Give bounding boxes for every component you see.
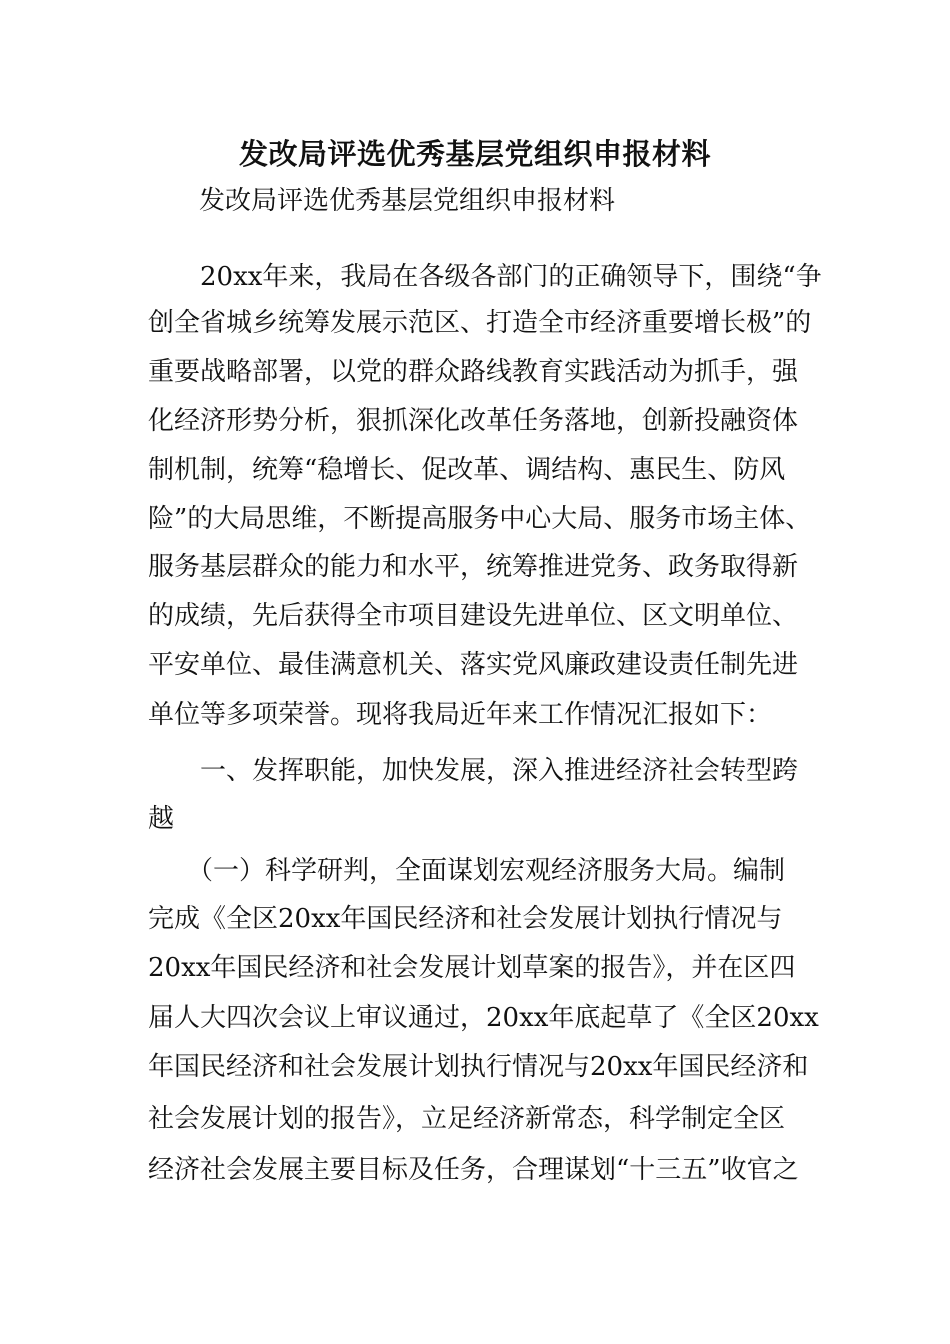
body-line: 重要战略部署，以党的群众路线教育实践活动为抓手，强 <box>148 357 799 387</box>
document-subtitle: 发改局评选优秀基层党组织申报材料 <box>199 186 616 216</box>
body-line: 20xx年来，我局在各级各部门的正确领导下，围绕“争 <box>148 262 822 292</box>
body-line: 化经济形势分析，狠抓深化改革任务落地，创新投融资体 <box>148 406 799 436</box>
body-line: 届人大四次会议上审议通过，20xx年底起草了《全区20xx <box>148 1003 819 1033</box>
body-line: 年国民经济和社会发展计划执行情况与20xx年国民经济和 <box>148 1052 809 1082</box>
body-line: 完成《全区20xx年国民经济和社会发展计划执行情况与 <box>148 904 783 934</box>
body-line: 制机制，统筹“稳增长、促改革、调结构、惠民生、防风 <box>148 455 786 485</box>
body-line: （一）科学研判，全面谋划宏观经济服务大局。编制 <box>148 856 786 886</box>
body-line: 平安单位、最佳满意机关、落实党风廉政建设责任制先进 <box>148 650 799 680</box>
body-line: 20xx年国民经济和社会发展计划草案的报告》，并在区四 <box>148 953 796 983</box>
document-title: 发改局评选优秀基层党组织申报材料 <box>238 137 711 171</box>
body-line: 服务基层群众的能力和水平，统筹推进党务、政务取得新 <box>148 552 799 582</box>
body-line: 的成绩，先后获得全市项目建设先进单位、区文明单位、 <box>148 601 799 631</box>
body-line: 经济社会发展主要目标及任务，合理谋划“十三五”收官之 <box>148 1155 799 1185</box>
body-line: 社会发展计划的报告》，立足经济新常态，科学制定全区 <box>148 1104 786 1134</box>
body-line: 创全省城乡统筹发展示范区、打造全市经济重要增长极”的 <box>148 308 812 338</box>
body-line: 单位等多项荣誉。现将我局近年来工作情况汇报如下： <box>148 700 773 730</box>
body-line: 险”的大局思维，不断提高服务中心大局、服务市场主体、 <box>148 504 812 534</box>
section-heading-continued: 越 <box>148 804 175 834</box>
section-heading: 一、发挥职能，加快发展，深入推进经济社会转型跨 <box>148 756 799 786</box>
